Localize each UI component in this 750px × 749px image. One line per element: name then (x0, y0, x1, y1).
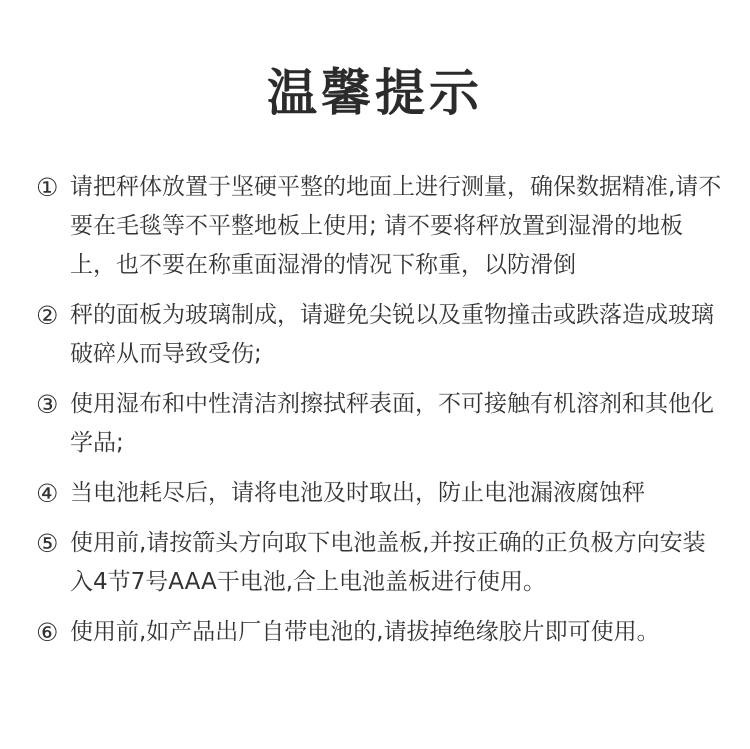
tip-item-6 (36, 613, 726, 652)
tip-text: 当电池耗尽后，请将电池及时取出，防止电池漏液腐蚀秤 (70, 480, 645, 506)
tip-item-1 (36, 168, 726, 285)
tip-number: ⑤ (36, 529, 59, 558)
tip-number: ③ (36, 390, 59, 419)
tip-number: ② (36, 301, 59, 330)
tips-list (36, 168, 726, 663)
tip-number: ⑥ (36, 618, 59, 647)
tip-text: 使用湿布和中性清洁剂擦拭秤表面，不可接触有机溶剂和其他化学品; (70, 391, 714, 456)
tip-item-5 (36, 524, 726, 602)
tip-number: ④ (36, 479, 59, 508)
tip-text: 使用前,请按箭头方向取下电池盖板,并按正确的正负极方向安装入4节7号AAA干电池,合上电池盖板进行使用。 (70, 530, 706, 595)
tip-item-3 (36, 385, 726, 463)
tip-item-2 (36, 296, 726, 374)
tip-text: 使用前,如产品出厂自带电池的,请拔掉绝缘胶片即可使用。 (70, 619, 660, 645)
tip-number: ① (36, 173, 59, 202)
tip-item-4 (36, 474, 726, 513)
tip-text: 秤的面板为玻璃制成，请避免尖锐以及重物撞击或跌落造成玻璃破碎从而导致受伤; (70, 302, 714, 367)
tip-text: 请把秤体放置于坚硬平整的地面上进行测量，确保数据精准,请不要在毛毯等不平整地板上使用; 请不要将秤放置到湿滑的地板上，也不要在称重面湿滑的情况下称重，以防滑倒 (70, 174, 722, 278)
page-title: 温馨提示 (267, 64, 483, 122)
